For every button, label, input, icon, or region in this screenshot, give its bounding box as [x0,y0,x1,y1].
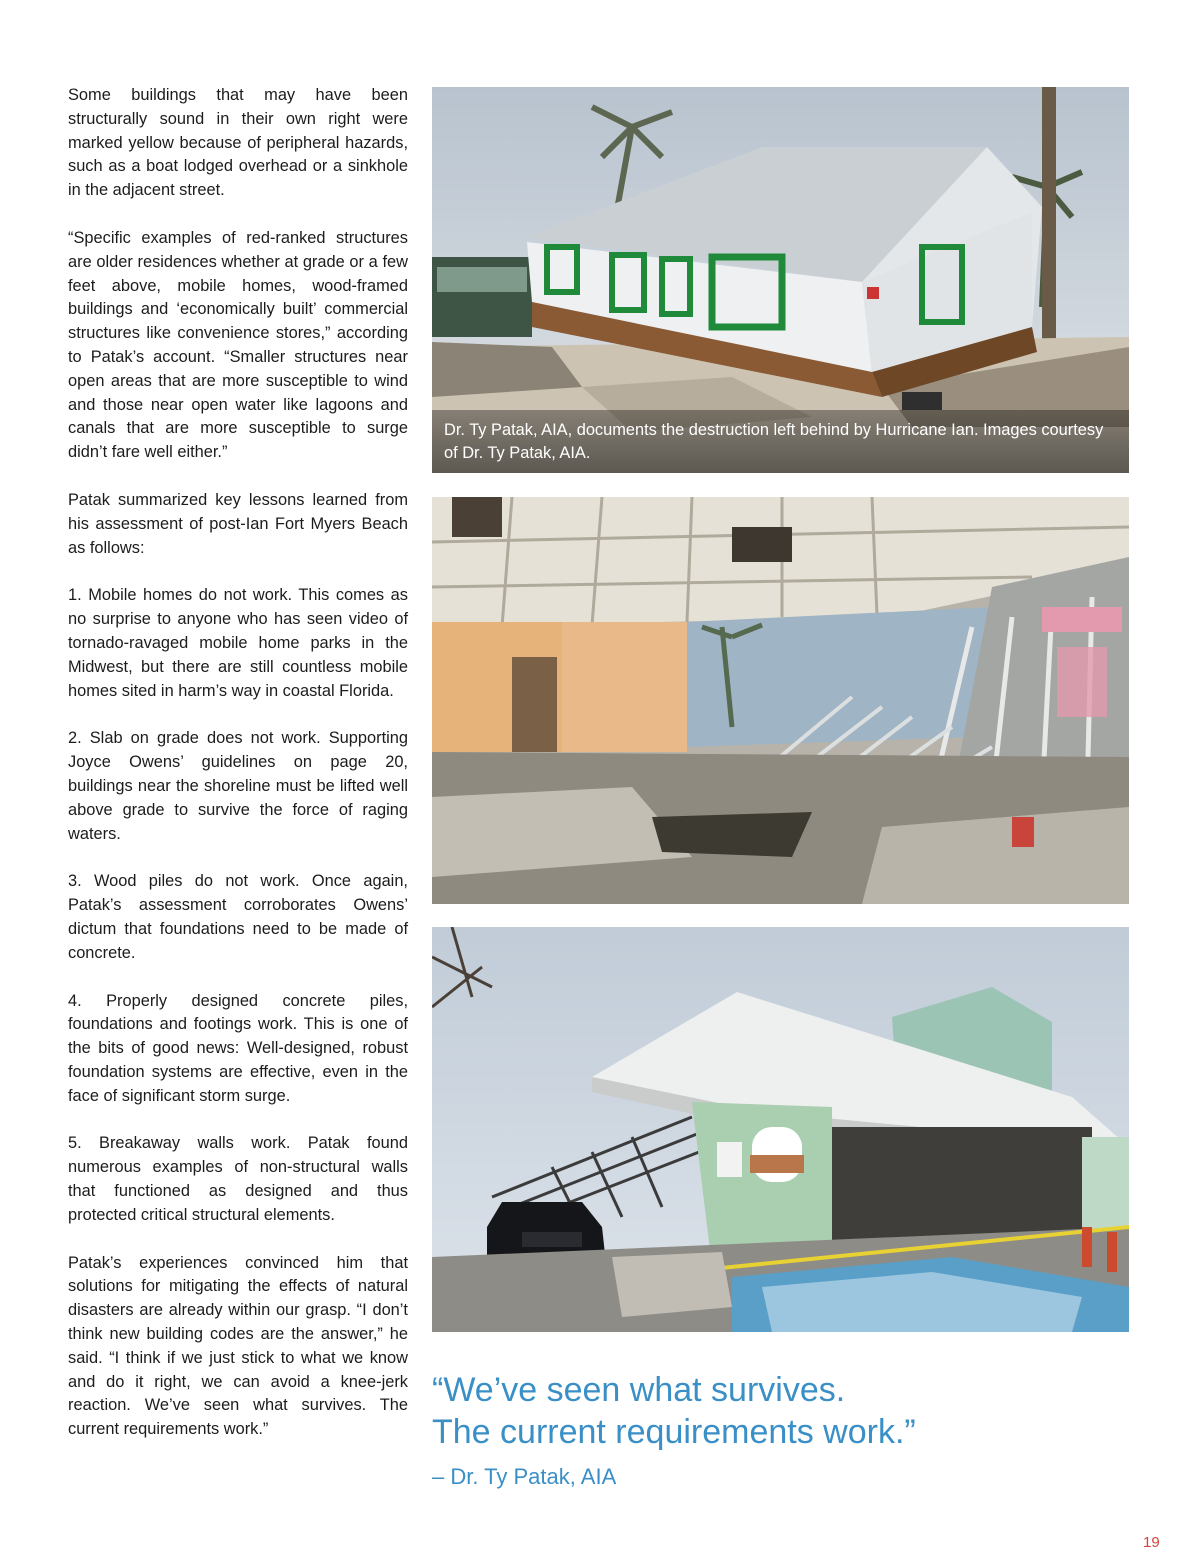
paragraph: “Specific examples of red-ranked structures are older residences whether at grade or a few feet above, mobile homes, wood-framed buildings and ‘economically built’ commercial structures like convenience stores,” according to Patak’s account. “Smaller structures near open areas that are more susceptible to wind and those near open water like lagoons and canals that are more susceptible to surge didn’t fare well either.” [68,228,408,462]
damaged-house-photo [432,87,1129,473]
paragraph: 4. Properly designed concrete piles, foundations and footings work. This is one of the bits of good news: Well-designed, robust foundation systems are effective, even in the face of significant storm surge. [68,991,408,1105]
paragraph: Patak’s experiences convinced him that solutions for mitigating the effects of natural disasters are already within our grasp. “I don’t think new building codes are the answer,” he said. “I think if we just stick to what we know and do it right, we can avoid a knee-jerk reaction. We’ve seen what survives. The current requirements work.” [68,1253,408,1439]
pull-quote-line: “We’ve seen what survives. [432,1371,846,1409]
paragraph: 3. Wood piles do not work. Once again, Patak’s assessment corroborates Owens’ dictum that foundations need to be made of concrete. [68,872,408,962]
page-number: 19 [1143,1534,1160,1551]
collapsed-building-photo [432,927,1129,1332]
paragraph: Some buildings that may have been structurally sound in their own right were marked yellow because of peripheral hazards, such as a boat lodged overhead or a sinkhole in the adjacent street. [68,86,408,200]
paragraph: Patak summarized key lessons learned from his assessment of post-Ian Fort Myers Beach as follows: [68,490,408,557]
paragraph: 5. Breakaway walls work. Patak found numerous examples of non-structural walls that functioned as designed and thus protected critical structural elements. [68,1134,408,1224]
destroyed-interior-photo [432,497,1129,904]
photo-caption: Dr. Ty Patak, AIA, documents the destruction left behind by Hurricane Ian. Images courtesy of Dr. Ty Patak, AIA. [432,410,1129,473]
paragraph: 1. Mobile homes do not work. This comes as no surprise to anyone who has seen video of tornado-ravaged mobile home parks in the Midwest, but there are still countless mobile homes sited in harm’s way in coastal Florida. [68,586,408,700]
collapsed-building-illustration [432,927,1129,1332]
pull-quote-line: The current requirements work.” [432,1413,916,1451]
paragraph: 2. Slab on grade does not work. Supporting Joyce Owens’ guidelines on page 20, buildings near the shoreline must be lifted well above grade to survive the force of raging waters. [68,729,408,843]
destroyed-interior-illustration [432,497,1129,904]
pull-quote [432,1369,1132,1453]
article-body [68,84,408,1466]
quote-attribution: – Dr. Ty Patak, AIA [432,1464,617,1489]
